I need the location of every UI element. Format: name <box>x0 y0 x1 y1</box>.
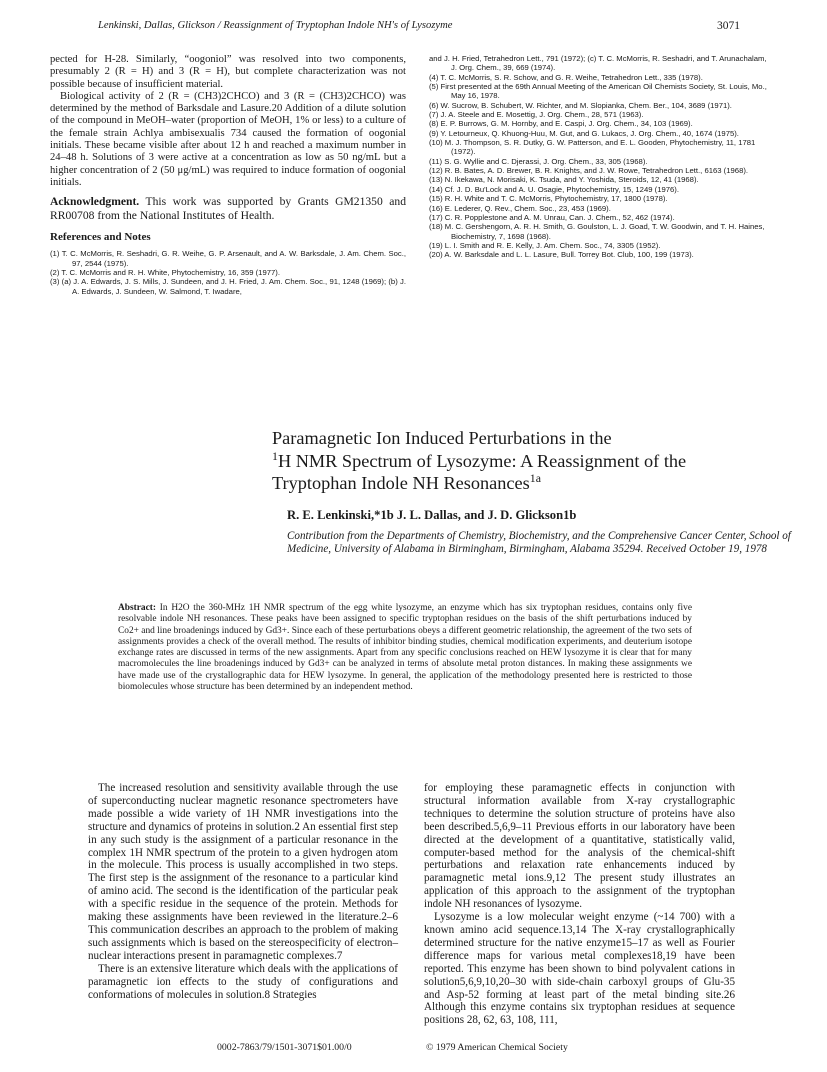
reference-list-left <box>50 249 406 296</box>
left-column-top <box>50 54 406 296</box>
reference: (6) W. Sucrow, B. Schubert, W. Richter, and M. Slopianka, Chem. Ber., 104, 3689 (1971). <box>429 100 732 110</box>
ack-text: This work was supported by Grants GM21350 and RR00708 from the National Institutes of Health. <box>50 195 406 222</box>
reference: (3) (a) J. A. Edwards, J. S. Mills, J. Sundeen, and J. H. Fried, J. Am. Chem. Soc., 91, 1248 (1969); (b) J. A. Edwards, J. Sundeen, W. Salmond, T. Iwadare, <box>50 277 406 296</box>
reference: (4) T. C. McMorris, S. R. Schow, and G. R. Weihe, Tetrahedron Lett., 335 (1978). <box>429 72 703 82</box>
reference-list-right <box>429 54 774 260</box>
paragraph: The increased resolution and sensitivity available through the use of superconducting nuclear magnetic resonance spectrometers have made possible a wide variety of 1H NMR investigations into the structure and dynamics of proteins in solution.2 An essential first step in any such study is the assignment of a particular resonance in the complex 1H NMR spectrum of the protein to a given hydrogen atom in the molecule. This process is usually accomplished in two steps. The first step is the assignment of the resonance to a particular kind of amino acid. The second is the identification of the particular peak with a specific residue in the sequence of the protein. Methods for making these assignments have been reviewed in the literature.2–6 This communication describes an approach to the problem of making such assignments which is based on the stereospecificity of electron–nuclear interactions present in paramagnetic complexes.7 <box>88 782 398 962</box>
author-list: R. E. Lenkinski,*1b J. L. Dallas, and J. D. Glickson1b <box>287 508 577 522</box>
title-footnote-mark: 1a <box>529 470 541 485</box>
reference: (13) N. Ikekawa, N. Morisaki, K. Tsuda, and Y. Yoshida, Steroids, 12, 41 (1968). <box>429 175 699 185</box>
title-line: Tryptophan Indole NH Resonances$^{1a}$ <box>272 470 541 493</box>
reference: (12) R. B. Bates, A. D. Brewer, B. R. Knights, and J. W. Rowe, Tetrahedron Lett., 6163 (1968). <box>429 166 749 176</box>
reference: (1) T. C. McMorris, R. Seshadri, G. R. Weihe, G. P. Arsenault, and A. W. Barksdale, J. Am. Chem. Soc., 97, 2544 (1975). <box>50 249 406 268</box>
refs-heading: References and Notes <box>50 231 151 244</box>
abstract-text: In H2O the 360-MHz 1H NMR spectrum of the egg white lysozyme, an enzyme which has six tryptophan residues, contains only five resolvable indole NH resonances. These peaks have been assigned to specific tryptophan residues on the basis of the shift perturbations induced by Co2+ and line broadenings induced by Gd3+. Since each of these perturbations obeys a different geometric relationship, the agreement of the two sets of assignments provides a check of the overall method. The results of inhibitor binding studies, chemical modification experiments, and deuterium isotope exchange rates are discussed in terms of the new assignments. Apart from any specific conclusions reached on HEW lysozyme it is clear that for many macromolecules the line broadenings induced by Gd3+ can be analyzed in terms of absolute metal proton distances. In making these assignments we have made use of the crystallographic data for HEW lysozyme. In general, the application of the methodology presented here is restricted to those biomolecules whose structure has been determined by an independent method. <box>118 603 692 692</box>
title-line: Paramagnetic Ion Induced Perturbations in the <box>272 428 612 448</box>
reference: (10) M. J. Thompson, S. R. Dutky, G. W. Patterson, and E. L. Gooden, Phytochemistry, 11, 1781 (1972). <box>429 138 756 157</box>
footer-code: 0002-7863/79/1501-3071$01.00/0 <box>217 1042 352 1053</box>
acknowledgment <box>50 195 406 222</box>
article-title <box>272 427 792 495</box>
reference: (14) Cf. J. D. Bu'Lock and A. U. Osagie, Phytochemistry, 15, 1249 (1976). <box>429 184 680 194</box>
footer-copyright: © 1979 American Chemical Society <box>426 1042 568 1053</box>
reference: and J. H. Fried, Tetrahedron Lett., 791 (1972); (c) T. C. McMorris, R. Seshadri, and T. Arunachalam, J. Org. Chem., 39, 669 (1974). <box>429 54 767 73</box>
reference: (2) T. C. McMorris and R. H. White, Phytochemistry, 16, 359 (1977). <box>50 268 280 278</box>
page-number: 3071 <box>717 20 740 32</box>
affiliation <box>287 530 807 556</box>
reference: (18) M. C. Gershengorn, A. R. H. Smith, G. Goulston, L. J. Goad, T. W. Goodwin, and T. H. Haines, Biochemistry, 7, 1698 (1968). <box>429 222 765 241</box>
reference: (15) R. H. White and T. C. McMorris, Phytochemistry, 17, 1800 (1978). <box>429 194 668 204</box>
affiliation-text: Contribution from the Departments of Chemistry, Biochemistry, and the Comprehensive Cancer Center, School of Medicine, University of Alabama in Birmingham, Birmingham, Alabama 35294. <box>287 530 791 556</box>
reference: (19) L. I. Smith and R. E. Kelly, J. Am. Chem. Soc., 74, 3305 (1952). <box>429 240 661 250</box>
running-header <box>98 20 740 34</box>
body-right-column <box>424 782 735 1027</box>
reference: (16) E. Lederer, Q. Rev., Chem. Soc., 23, 453 (1969). <box>429 203 611 213</box>
paragraph: Lysozyme is a low molecular weight enzyme (~14 700) with a known amino acid sequence.13,14 The X-ray crystallographically determined structure for the native enzyme15–17 as well as Fourier difference maps for various metal complexes18,19 have been reported. This enzyme has been shown to bind polyvalent cations in solution5,6,9,10,20–30 with side-chain carboxyl groups of Glu-35 and Asp-52 forming at least part of the metal binding site.26 Although this enzyme contains six tryptophan residues at sequence positions 28, 62, 63, 108, 111, <box>424 911 735 1027</box>
reference: (5) First presented at the 69th Annual Meeting of the American Oil Chemists Society, St. Louis, Mo., May 16, 1978. <box>429 82 767 101</box>
reference: (20) A. W. Barksdale and L. L. Lasure, Bull. Torrey Bot. Club, 100, 199 (1973). <box>429 250 694 260</box>
paragraph: Biological activity of 2 (R = (CH3)2CHCO) and 3 (R = (CH3)2CHCO) was determined by the method of Barksdale and Lasure.20 Addition of a dilute solution of the compound in MeOH–water (proportion of MeOH, 1% or less) to a culture of the female strain Achlya ambisexualis 734 caused the formation of oogonial initials. These became visible after about 12 h and reached a maximum number in 24–48 h. Solutions of 3 were active at a concentration as low as 50 ng/mL but a higher concentration of 2 (50 μg/mL) was required to induce formation of oogonial initials. <box>50 90 406 188</box>
abstract-label: Abstract: <box>118 603 157 613</box>
body-left-column <box>88 782 398 1001</box>
received-date: Received October 19, 1978 <box>646 543 767 556</box>
ack-heading: Acknowledgment. <box>50 195 140 209</box>
paragraph: for employing these paramagnetic effects in conjunction with structural information available from X-ray crystallographic techniques to determine the solution structure of proteins have also been described.5,6,9–11 Previous efforts in our laboratory have been directed at the development of a quantitative, statistically valid, computer-based method for the analysis of the chemical-shift perturbations and relaxation rate enhancements induced by paramagnetic metal ions.9,12 The present study illustrates an application of this approach to the assignment of the tryptophan indole NH resonances of lysozyme. <box>424 782 735 911</box>
reference: (7) J. A. Steele and E. Mosettig, J. Org. Chem., 28, 571 (1963). <box>429 110 644 120</box>
abstract <box>118 603 692 693</box>
paragraph: There is an extensive literature which deals with the applications of paramagnetic ion effects to the study of configurations and conformations of molecules in solution.8 Strategies <box>88 962 398 1001</box>
reference: (11) S. G. Wyllie and C. Djerassi, J. Org. Chem., 33, 305 (1968). <box>429 156 648 166</box>
running-title: Lenkinski, Dallas, Glickson / Reassignment of Tryptophan Indole NH's of Lysozyme <box>98 20 453 31</box>
reference: (9) Y. Letourneux, Q. Khuong-Huu, M. Gut, and G. Lukacs, J. Org. Chem., 40, 1674 (1975). <box>429 128 739 138</box>
paragraph: pected for H-28. Similarly, “oogoniol” was resolved into two components, presumably 2 (R = H) and 3 (R = H), but complete characterization was not possible because of insufficient material. <box>50 54 406 90</box>
reference: (17) C. R. Popplestone and A. M. Unrau, Can. J. Chem., 52, 462 (1974). <box>429 212 675 222</box>
title-line: $^1$H NMR Spectrum of Lysozyme: A Reassignment of the <box>272 448 687 471</box>
reference: (8) E. P. Burrows, G. M. Hornby, and E. Caspi, J. Org. Chem., 34, 103 (1969). <box>429 119 693 129</box>
title-superscript: 1 <box>272 448 278 463</box>
